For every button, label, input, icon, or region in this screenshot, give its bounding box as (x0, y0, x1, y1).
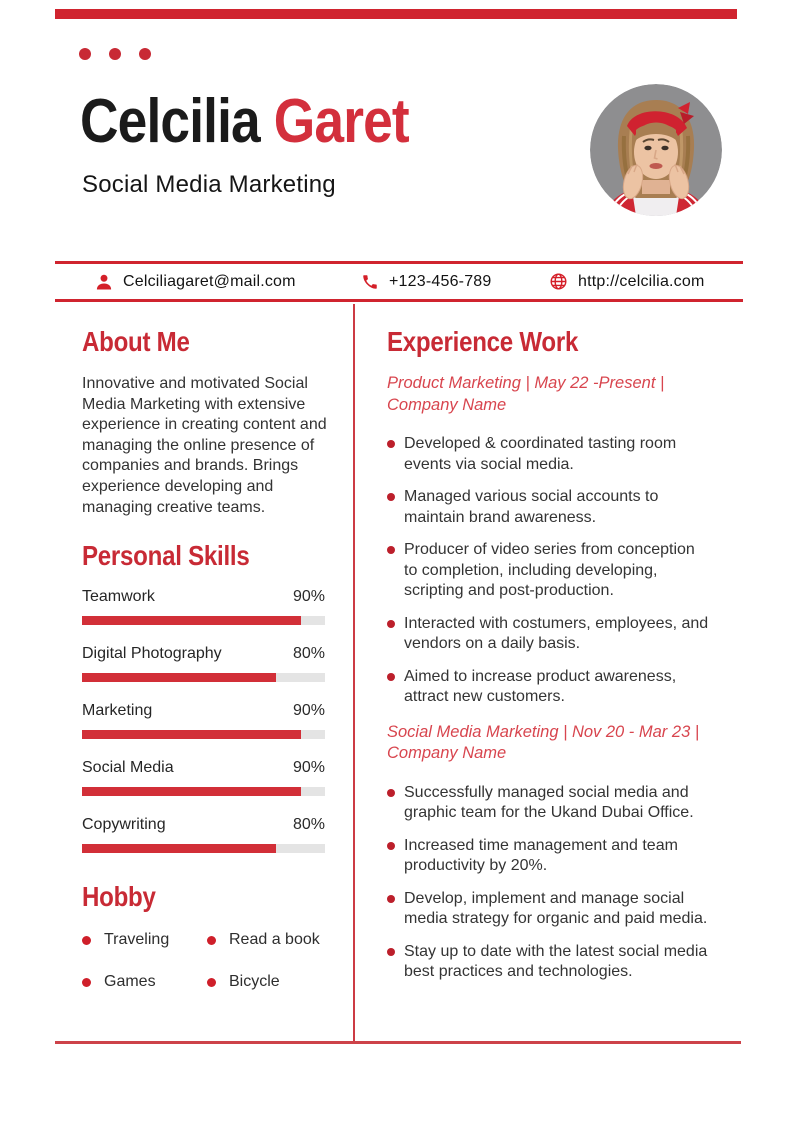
contact-bar (55, 261, 743, 302)
bullet-text: Aimed to increase product awareness, attract new customers. (404, 667, 677, 705)
job-entry (387, 722, 722, 983)
hobby-title: Hobby (82, 881, 156, 913)
dot-icon (79, 48, 91, 60)
experience-bullet (387, 942, 709, 983)
skill-label: Teamwork (82, 588, 155, 606)
skill-percent: 80% (292, 645, 325, 663)
skill-percent: 90% (292, 759, 325, 777)
bullet-text: Developed & coordinated tasting room events via social media. (404, 435, 677, 473)
bullet-dot-icon (387, 546, 395, 554)
bullet-dot-icon (387, 620, 395, 628)
bullet-dot-icon (387, 895, 395, 903)
skills-list (82, 587, 325, 853)
globe-icon (549, 272, 568, 291)
first-name: Celcilia (80, 87, 260, 156)
bullet-text: Managed various social accounts to maintain brand awareness. (404, 488, 659, 526)
skill-bar-fill (82, 616, 301, 625)
experience-title: Experience Work (387, 326, 579, 357)
left-column (82, 320, 348, 992)
phone-value: +123-456-789 (389, 272, 492, 290)
skill-bar-fill (82, 730, 301, 739)
contact-website (549, 264, 705, 299)
right-column (387, 320, 722, 995)
experience-bullet (387, 540, 709, 602)
profile-photo (590, 84, 722, 216)
hobby-list (82, 930, 348, 992)
skill-bar (82, 787, 325, 796)
bullet-dot-icon (387, 789, 395, 797)
email-value: Celciliagaret@mail.com (123, 272, 296, 290)
bullet-dot-icon (387, 493, 395, 501)
last-name: Garet (273, 87, 409, 156)
page-title (80, 88, 462, 156)
skill-item (82, 815, 325, 853)
hobby-item (82, 930, 207, 950)
skill-percent: 90% (292, 702, 325, 720)
about-body: Innovative and motivated Social Media Marketing with extensive experience in creating content and managing the online presence of companies and brands. Brings experience developing and managing creative teams. (82, 375, 327, 516)
bullet-text: Increased time management and team productivity by 20%. (404, 836, 678, 874)
contact-email (95, 264, 296, 299)
hobby-item (207, 930, 357, 950)
bullet-dot-icon (207, 936, 216, 945)
experience-bullet (387, 434, 709, 475)
bottom-accent-line (55, 1041, 741, 1044)
skill-item (82, 701, 325, 739)
bullet-dot-icon (82, 978, 91, 987)
skill-bar (82, 673, 325, 682)
experience-bullet (387, 667, 709, 708)
experience-bullet (387, 783, 709, 824)
decor-dots (79, 48, 151, 60)
bullet-dot-icon (387, 440, 395, 448)
hobby-label: Bicycle (229, 973, 280, 991)
skill-item (82, 587, 325, 625)
bullet-text: Interacted with costumers, employees, and vendors on a daily basis. (404, 614, 709, 652)
dot-icon (139, 48, 151, 60)
skill-bar-fill (82, 673, 276, 682)
bullet-text: Producer of video series from conception to completion, including developing, scripting and post-production. (404, 541, 695, 599)
skill-label: Copywriting (82, 816, 166, 834)
hobby-item (207, 972, 357, 992)
skill-bar-fill (82, 787, 301, 796)
skill-bar (82, 730, 325, 739)
job-bullets (387, 783, 722, 983)
skill-label: Marketing (82, 702, 153, 720)
bullet-dot-icon (387, 842, 395, 850)
avatar (590, 84, 722, 216)
job-heading: Social Media Marketing | Nov 20 - Mar 23 | Company Name (387, 722, 700, 762)
experience-bullet (387, 614, 709, 655)
header (80, 88, 462, 200)
job-heading: Product Marketing | May 22 -Present | Company Name (387, 374, 665, 414)
bullet-dot-icon (387, 948, 395, 956)
skill-bar (82, 844, 325, 853)
hobby-item (82, 972, 207, 992)
experience-bullet (387, 487, 709, 528)
experience-bullet (387, 836, 709, 877)
skill-bar-fill (82, 844, 276, 853)
skill-percent: 80% (292, 816, 325, 834)
skill-item (82, 758, 325, 796)
bullet-dot-icon (82, 936, 91, 945)
top-accent-bar (55, 9, 737, 19)
skills-title: Personal Skills (82, 540, 250, 572)
job-entry (387, 373, 722, 708)
hobby-label: Read a book (229, 931, 320, 949)
contact-phone (361, 264, 492, 299)
skill-bar (82, 616, 325, 625)
phone-icon (361, 273, 379, 291)
experience-bullet (387, 889, 709, 930)
skill-label: Digital Photography (82, 645, 222, 663)
job-bullets (387, 434, 722, 708)
skill-item (82, 644, 325, 682)
jobs-list (387, 373, 722, 983)
bullet-text: Develop, implement and manage social media strategy for organic and paid media. (404, 889, 708, 927)
skill-percent: 90% (292, 588, 325, 606)
hobby-label: Games (104, 973, 156, 991)
dot-icon (109, 48, 121, 60)
job-subtitle: Social Media Marketing (82, 171, 336, 198)
skill-label: Social Media (82, 759, 174, 777)
about-title: About Me (82, 326, 190, 357)
bullet-dot-icon (387, 673, 395, 681)
bullet-text: Successfully managed social media and graphic team for the Ukand Dubai Office. (404, 783, 694, 821)
hobby-label: Traveling (104, 931, 170, 949)
person-icon (95, 273, 113, 291)
bullet-dot-icon (207, 978, 216, 987)
website-value: http://celcilia.com (578, 272, 705, 290)
bullet-text: Stay up to date with the latest social media best practices and technologies. (404, 942, 708, 980)
